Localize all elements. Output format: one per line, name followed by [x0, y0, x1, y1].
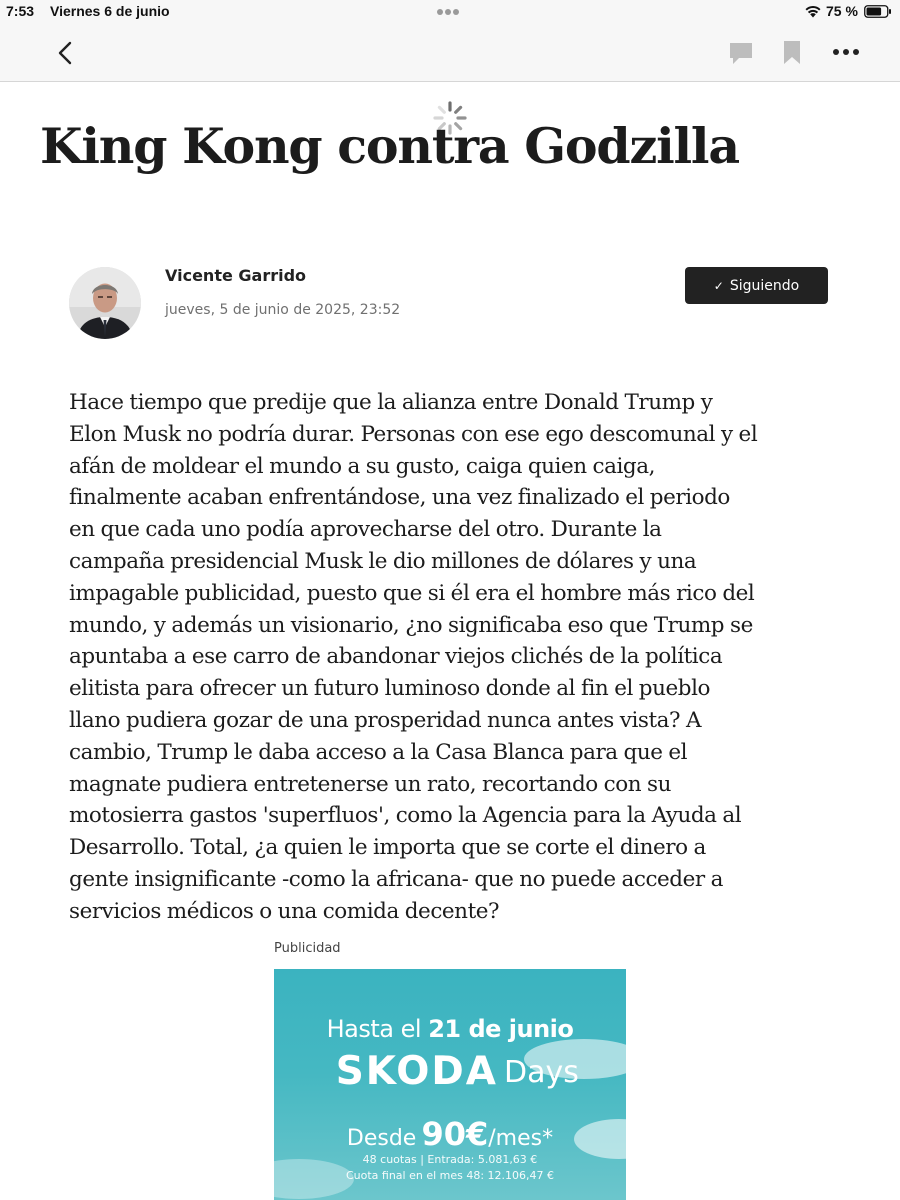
- ad-brand-sub: Days: [504, 1055, 579, 1090]
- checkmark-icon: ✓: [713, 278, 724, 293]
- article-body-line: en que cada uno podía aprovecharse del otro. Durante la: [69, 517, 662, 543]
- multitasking-dots-icon[interactable]: [437, 9, 463, 15]
- article-body-line: elitista para ofrecer un futuro luminoso donde al fin el pueblo: [69, 676, 710, 702]
- author-avatar[interactable]: [69, 267, 141, 339]
- comment-icon[interactable]: [728, 40, 754, 66]
- ad-price: [274, 1115, 626, 1153]
- ad-price-pre: Desde: [346, 1126, 417, 1151]
- ad-price-value: 90€: [421, 1115, 489, 1153]
- article-body: [69, 387, 839, 928]
- bookmark-icon[interactable]: [782, 39, 802, 66]
- ad-label: Publicidad: [274, 941, 341, 956]
- article-body-line: gente insignificante -como la africana- que no puede acceder a: [69, 866, 723, 892]
- article-body-line: apuntaba a ese carro de abandonar viejos clichés de la política: [69, 644, 723, 670]
- article-body-line: finalmente acaban enfrentándose, una vez finalizado el periodo: [69, 485, 730, 511]
- nav-bar: [0, 24, 900, 82]
- ad-headline-pre: Hasta el: [326, 1015, 422, 1043]
- article-body-line: campaña presidencial Musk le dio millones de dólares y una: [69, 548, 697, 574]
- ad-price-post: /mes*: [488, 1126, 554, 1151]
- wifi-icon: [804, 4, 822, 18]
- article-body-line: mundo, y además un visionario, ¿no significaba eso que Trump se: [69, 612, 753, 638]
- article-body-line: impagable publicidad, puesto que si él era el hombre más rico del: [69, 580, 755, 606]
- battery-percent: 75 %: [826, 3, 858, 19]
- ad-headline: [274, 1015, 626, 1043]
- article-body-line: llano pudiera gozar de una prosperidad nunca antes vista? A: [69, 707, 702, 733]
- status-time: 7:53: [6, 3, 35, 19]
- status-date: Viernes 6 de junio: [50, 3, 170, 19]
- article-body-line: servicios médicos o una comida decente?: [69, 898, 500, 924]
- chevron-left-icon[interactable]: [55, 40, 77, 66]
- ad-banner[interactable]: [274, 969, 626, 1200]
- battery-icon: [864, 5, 892, 18]
- ad-brand-logo: SKODA: [335, 1049, 498, 1094]
- article-title: King Kong contra Godzilla: [40, 117, 739, 175]
- status-bar: [0, 0, 900, 24]
- article-body-line: motosierra gastos 'superfluos', como la Agencia para la Ayuda al: [69, 803, 742, 829]
- more-icon[interactable]: [832, 48, 860, 56]
- article-body-line: Desarrollo. Total, ¿a quien le importa que se corte el dinero a: [69, 835, 706, 861]
- ad-headline-date: 21 de junio: [428, 1015, 574, 1043]
- article-body-line: afán de moldear el mundo a su gusto, caiga quien caiga,: [69, 453, 655, 479]
- article-body-line: Hace tiempo que predije que la alianza entre Donald Trump y: [69, 390, 713, 415]
- ad-terms-line-1: 48 cuotas | Entrada: 5.081,63 €: [362, 1153, 538, 1166]
- publish-date: jueves, 5 de junio de 2025, 23:52: [165, 302, 401, 318]
- ad-terms-line-2: Cuota final en el mes 48: 12.106,47 €: [345, 1169, 555, 1182]
- following-button[interactable]: [685, 267, 828, 304]
- author-name[interactable]: Vicente Garrido: [165, 266, 307, 285]
- following-label: Siguiendo: [729, 277, 800, 294]
- article-body-line: cambio, Trump le daba acceso a la Casa Blanca para que el: [69, 739, 688, 765]
- article-body-line: magnate pudiera entretenerse un rato, recortando con su: [69, 771, 672, 797]
- article-body-line: Elon Musk no podría durar. Personas con ese ego descomunal y el: [69, 421, 758, 447]
